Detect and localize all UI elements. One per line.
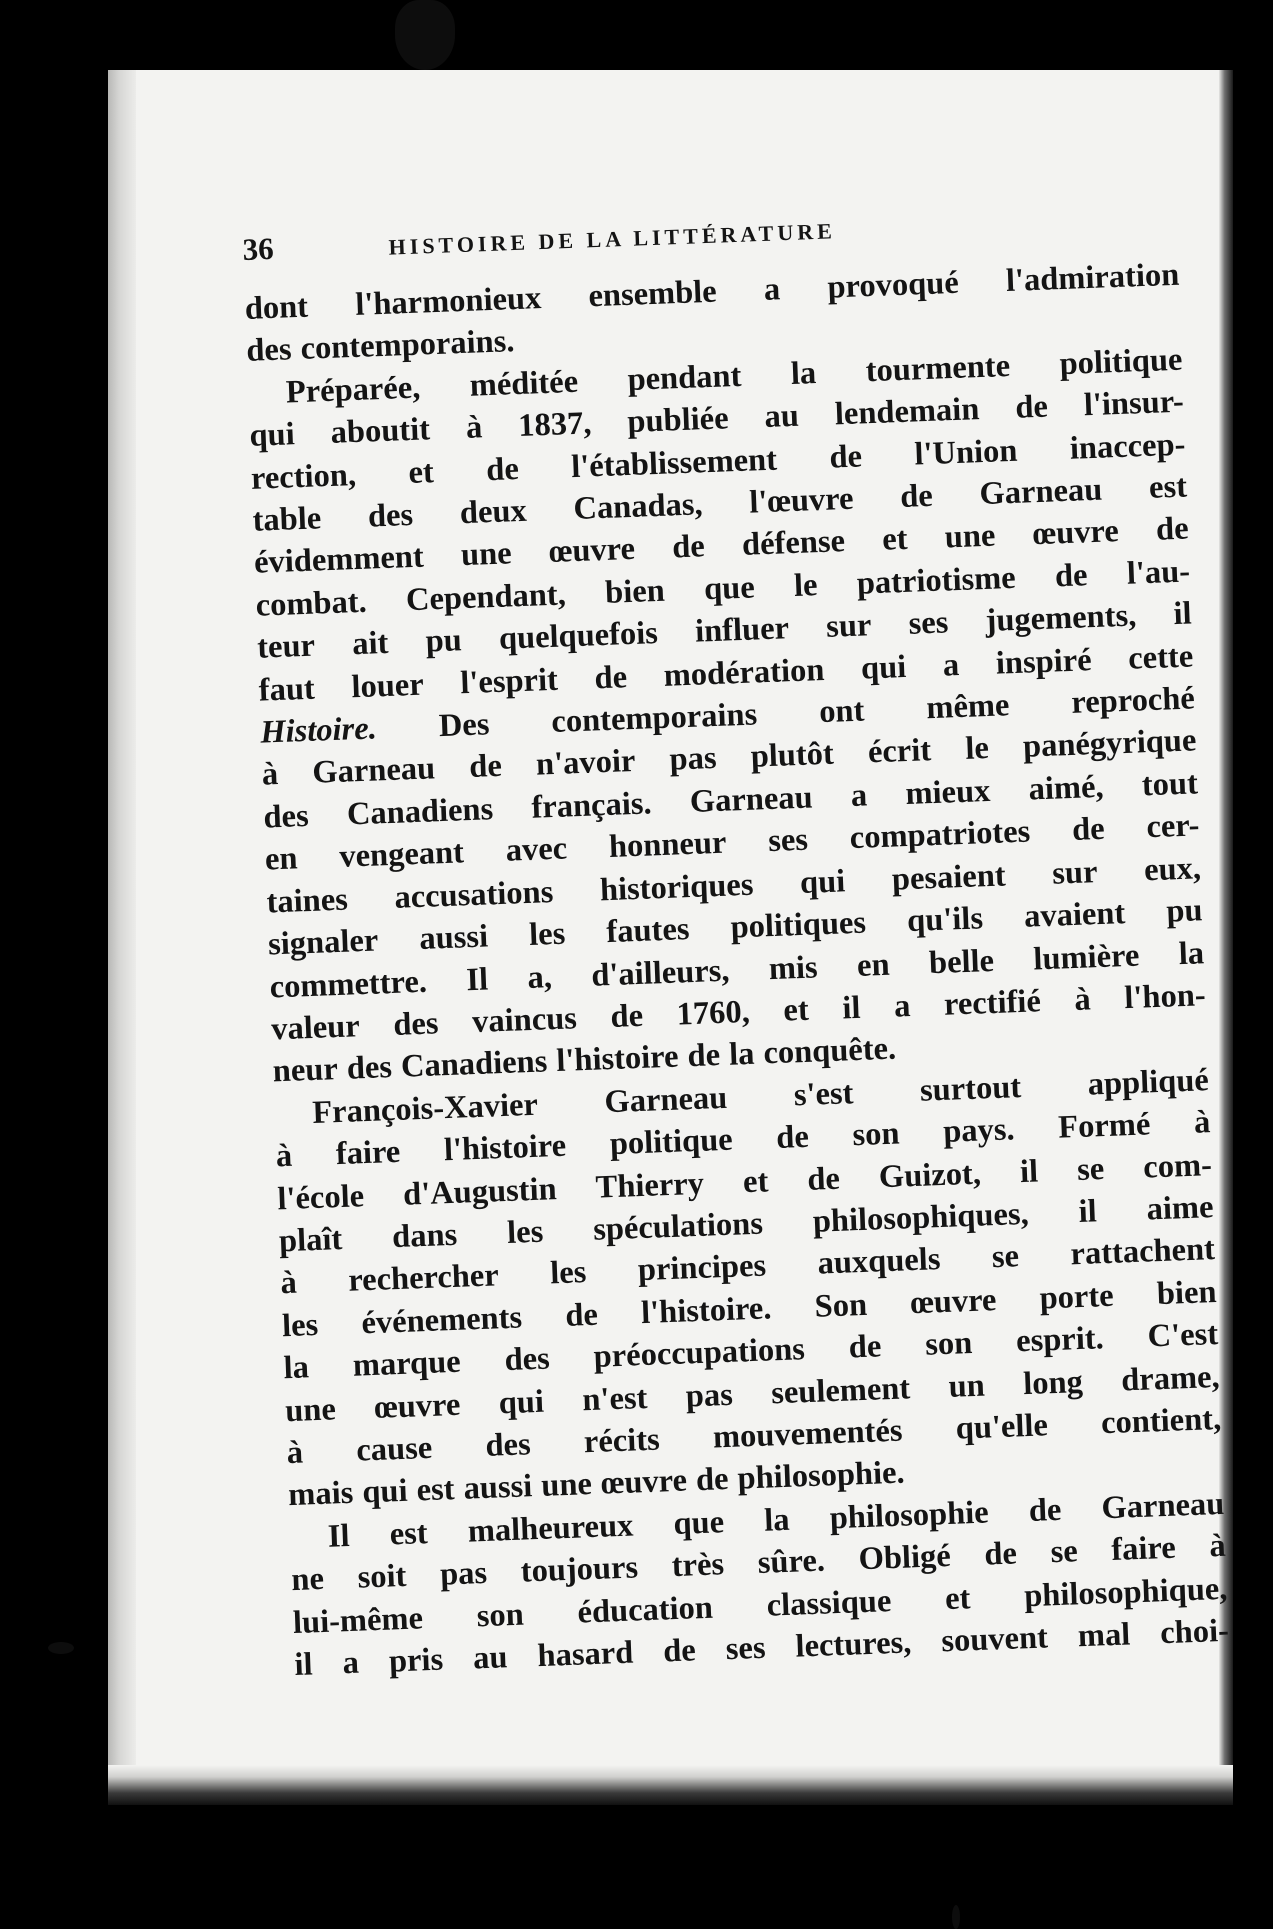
word: Garneau: [311, 750, 436, 792]
word: est: [389, 1514, 429, 1553]
word: l'harmonieux: [354, 280, 542, 323]
word: d'ailleurs,: [590, 952, 731, 994]
word: et: [782, 991, 810, 1029]
word: de: [609, 997, 644, 1035]
ink-speck: [48, 1642, 74, 1654]
word: qui: [860, 648, 907, 687]
word: bien: [1156, 1273, 1218, 1312]
word: de: [564, 1296, 599, 1334]
word: soit: [356, 1558, 408, 1596]
word: lumière: [1032, 937, 1140, 977]
word: contemporains: [550, 696, 758, 741]
word: spéculations: [592, 1205, 764, 1248]
page-number: 36: [242, 230, 275, 267]
word: souvent: [940, 1619, 1049, 1660]
word: est: [415, 1471, 456, 1509]
word: que: [672, 1503, 725, 1542]
word: Canadas,: [572, 486, 704, 528]
word: œuvre: [909, 1281, 997, 1321]
word: au: [472, 1639, 509, 1677]
word: pays.: [942, 1111, 1016, 1151]
word: aime: [1145, 1189, 1215, 1228]
word: des: [346, 1049, 393, 1088]
word: Canadiens: [346, 791, 494, 833]
word: est: [1148, 468, 1188, 506]
ink-speck: [395, 0, 455, 70]
word: l'histoire: [443, 1127, 567, 1169]
word: ont: [818, 692, 865, 731]
word: ses: [767, 821, 809, 860]
word: un: [947, 1367, 986, 1405]
word: reproché: [1070, 680, 1196, 721]
word: l'admiration: [1005, 256, 1180, 300]
word: à: [261, 756, 279, 794]
word: teur: [256, 627, 316, 666]
word: fautes: [605, 911, 691, 951]
word: C'est: [1147, 1316, 1219, 1355]
word: commettre.: [269, 963, 428, 1005]
word: louer: [350, 666, 425, 705]
word: drame,: [1120, 1358, 1221, 1399]
word: l'histoire.: [640, 1290, 773, 1331]
word: bien: [604, 572, 666, 611]
word: l'insur-: [1083, 383, 1185, 424]
word: classique: [766, 1582, 892, 1624]
word: Histoire.: [259, 710, 378, 751]
word: le: [964, 730, 990, 768]
word: esprit.: [1015, 1320, 1105, 1360]
word: Obligé: [857, 1538, 952, 1578]
word: politiques: [729, 904, 867, 946]
page-bottom-edge: [108, 1765, 1233, 1805]
word: il: [1172, 595, 1193, 633]
word: il: [841, 989, 862, 1027]
word: cer-: [1145, 807, 1200, 846]
word: méditée: [469, 363, 579, 404]
word: philosophiques,: [812, 1195, 1030, 1240]
word: de: [1014, 388, 1049, 426]
word: a,: [526, 958, 553, 996]
word: il: [1077, 1193, 1098, 1230]
word: quelquefois: [498, 615, 659, 658]
word: à: [286, 1434, 304, 1472]
word: l'histoire: [555, 1038, 680, 1080]
word: les: [549, 1254, 587, 1292]
word: faut: [258, 670, 316, 709]
word: Thierry: [595, 1165, 705, 1206]
word: l'école: [276, 1177, 365, 1217]
word: plaît: [278, 1220, 343, 1260]
word: de: [828, 438, 863, 476]
word: de: [1155, 510, 1190, 549]
word: aimé,: [1027, 768, 1105, 808]
word: de: [662, 1632, 697, 1670]
word: Garneau: [978, 471, 1103, 513]
word: de: [686, 1037, 721, 1075]
word: François-Xavier: [311, 1086, 539, 1131]
word: de: [848, 1328, 882, 1366]
word: taines: [265, 881, 349, 921]
word: son: [924, 1325, 973, 1363]
word: aussi: [462, 1468, 533, 1508]
word: inspiré: [995, 641, 1093, 682]
word: la: [763, 1501, 791, 1539]
word: a: [763, 271, 781, 308]
word: pris: [388, 1641, 444, 1680]
word: publiée: [626, 400, 730, 441]
word: mal: [1077, 1616, 1131, 1655]
word: pas: [668, 740, 718, 779]
word: le: [793, 567, 819, 604]
word: la: [728, 1036, 756, 1074]
word: ses: [907, 604, 949, 643]
word: écrit: [867, 732, 932, 771]
word: ne: [290, 1561, 325, 1599]
word: qui: [799, 863, 846, 901]
word: l'œuvre: [748, 480, 855, 521]
ink-speck: [952, 1905, 960, 1929]
word: se: [1049, 1533, 1079, 1571]
word: jugements,: [984, 597, 1137, 640]
word: Il: [465, 960, 489, 998]
word: table: [251, 500, 322, 539]
word: panégyrique: [1022, 722, 1197, 766]
word: historiques: [599, 866, 755, 909]
word: les: [506, 1213, 544, 1251]
word: honneur: [608, 824, 727, 866]
word: évidemment: [253, 539, 425, 582]
word: Guizot,: [878, 1155, 982, 1195]
word: en: [264, 840, 299, 878]
word: modération: [663, 651, 825, 694]
word: l'au-: [1126, 553, 1191, 592]
word: œuvre: [1032, 513, 1120, 553]
word: mis: [768, 948, 819, 987]
word: se: [991, 1238, 1020, 1276]
word: pas: [685, 1376, 734, 1415]
word: une: [540, 1466, 593, 1505]
word: événements: [360, 1299, 523, 1342]
word: accusations: [393, 873, 554, 916]
word: au: [763, 397, 800, 436]
word: de: [695, 1461, 730, 1499]
word: a: [942, 646, 960, 684]
word: seulement: [770, 1369, 911, 1411]
word: vengeant: [338, 834, 465, 876]
word: Cependant,: [405, 576, 567, 619]
word: ensemble: [587, 273, 718, 315]
word: l'établissement: [570, 441, 778, 485]
word: à: [1073, 981, 1092, 1018]
word: philosophique,: [1023, 1570, 1228, 1614]
word: philosophie.: [736, 1454, 906, 1498]
word: Son: [813, 1286, 868, 1325]
word: œuvre: [548, 531, 636, 571]
word: signaler: [267, 922, 379, 963]
word: sûre.: [757, 1542, 826, 1582]
word: lendemain: [834, 391, 980, 433]
word: philosophie: [829, 1494, 990, 1537]
word: les: [281, 1306, 319, 1345]
word: belle: [928, 942, 995, 981]
word: com-: [1142, 1146, 1213, 1186]
word: Garneau: [689, 779, 814, 820]
word: à: [279, 1265, 298, 1302]
word: hasard: [536, 1634, 634, 1675]
word: Canadiens: [400, 1043, 548, 1086]
word: contient,: [1100, 1400, 1222, 1442]
word: de: [468, 748, 503, 786]
word: la: [1178, 934, 1205, 972]
word: lui-même: [292, 1599, 424, 1641]
word: pas: [439, 1555, 488, 1593]
word: a: [341, 1644, 360, 1682]
word: récits: [583, 1421, 661, 1461]
word: Préparée,: [285, 369, 421, 411]
page-gutter-shadow: [108, 70, 136, 1805]
word: de: [983, 1535, 1018, 1573]
word: long: [1022, 1363, 1084, 1402]
word: l'Union: [913, 432, 1019, 473]
word: français.: [530, 785, 653, 826]
word: rectifié: [943, 983, 1042, 1023]
word: l'esprit: [459, 661, 559, 701]
word: et: [742, 1162, 769, 1200]
word: pesaient: [891, 857, 1007, 898]
word: combat.: [255, 583, 368, 624]
word: des: [262, 797, 310, 836]
word: Formé: [1057, 1106, 1151, 1146]
word: l'hon-: [1123, 977, 1207, 1017]
word: politique: [609, 1121, 734, 1163]
word: et: [944, 1579, 971, 1617]
word: pu: [424, 622, 463, 660]
word: que: [703, 569, 756, 608]
word: ses: [725, 1629, 767, 1668]
word: même: [925, 687, 1011, 727]
word: rection,: [250, 456, 357, 497]
word: tourmente: [865, 347, 1011, 390]
word: 1837,: [517, 405, 593, 445]
word: cause: [355, 1429, 433, 1469]
word: n'avoir: [535, 743, 636, 784]
word: faire: [1110, 1529, 1177, 1569]
word: qui: [498, 1383, 545, 1421]
word: auxquels: [816, 1241, 942, 1282]
word: à: [1193, 1104, 1211, 1141]
word: de: [671, 528, 706, 566]
word: des: [392, 1005, 440, 1043]
word: porte: [1038, 1277, 1115, 1317]
body-text: [244, 254, 1230, 1687]
word: eux,: [1143, 849, 1202, 889]
word: a: [893, 987, 911, 1025]
word: vaincus: [471, 1000, 578, 1040]
word: dans: [391, 1216, 458, 1256]
word: éducation: [576, 1589, 714, 1631]
word: des: [484, 1426, 532, 1464]
word: avaient: [1023, 895, 1126, 935]
word: pendant: [626, 357, 742, 398]
word: qui: [361, 1473, 409, 1511]
word: œuvre: [373, 1386, 461, 1426]
word: lectures,: [794, 1624, 912, 1665]
word: de: [806, 1160, 841, 1198]
word: de: [593, 658, 628, 697]
word: à: [465, 409, 483, 447]
word: aboutit: [330, 411, 431, 452]
word: à: [1208, 1528, 1227, 1565]
word: il: [1019, 1153, 1039, 1190]
word: deux: [459, 492, 528, 532]
word: de: [1028, 1491, 1062, 1529]
word: Garneau: [603, 1079, 728, 1121]
word: dont: [244, 288, 309, 327]
word: les: [528, 915, 566, 954]
word: la: [283, 1349, 310, 1387]
word: des: [503, 1340, 551, 1379]
word: et: [407, 453, 435, 491]
word: marque: [352, 1343, 462, 1384]
word: à: [275, 1137, 293, 1175]
word: très: [671, 1546, 725, 1585]
word: tout: [1141, 765, 1199, 804]
word: choi-: [1159, 1612, 1230, 1652]
word: faire: [335, 1133, 401, 1173]
word: il: [293, 1646, 314, 1684]
word: en: [856, 946, 891, 984]
word: patriotisme: [856, 559, 1017, 602]
word: influer: [694, 610, 790, 650]
word: politique: [1058, 341, 1183, 382]
word: œuvre: [600, 1462, 688, 1503]
word: de: [1054, 557, 1089, 595]
word: Des: [438, 706, 491, 745]
word: toujours: [520, 1549, 639, 1590]
word: de: [485, 450, 520, 488]
word: sur: [825, 607, 872, 646]
word: 1760,: [676, 993, 751, 1033]
word: inaccep-: [1069, 426, 1187, 467]
word: son: [476, 1596, 525, 1634]
word: mieux: [904, 772, 991, 812]
word: valeur: [270, 1008, 361, 1048]
word: mouvementés: [712, 1412, 904, 1456]
word: rechercher: [347, 1257, 500, 1300]
word: des: [367, 496, 414, 535]
word: se: [1076, 1150, 1105, 1188]
word: a: [850, 777, 868, 814]
word: ait: [351, 625, 389, 663]
word: contemporains.: [299, 323, 516, 368]
word: appliqué: [1087, 1061, 1210, 1103]
word: une: [284, 1390, 337, 1429]
word: de: [1071, 811, 1106, 849]
word: préoccupations: [593, 1331, 806, 1376]
word: qu'elle: [955, 1407, 1049, 1447]
word: une: [460, 535, 513, 574]
word: de: [775, 1118, 810, 1157]
word: conquête.: [762, 1030, 897, 1072]
word: principes: [637, 1247, 767, 1289]
word: sur: [1051, 853, 1099, 892]
word: rattachent: [1069, 1231, 1216, 1273]
word: d'Augustin: [402, 1170, 558, 1213]
word: cette: [1127, 638, 1194, 677]
word: Il: [327, 1517, 351, 1555]
word: son: [851, 1115, 901, 1154]
word: s'est: [793, 1074, 855, 1114]
word: de: [899, 477, 934, 516]
word: qui: [248, 416, 296, 455]
word: mais: [287, 1475, 354, 1514]
word: malheureux: [467, 1507, 634, 1550]
word: compatriotes: [849, 813, 1031, 857]
word: Garneau: [1100, 1485, 1225, 1527]
word: aussi: [418, 918, 489, 958]
word: la: [790, 354, 817, 392]
word: n'est: [581, 1379, 648, 1418]
word: défense: [741, 523, 846, 564]
word: avec: [505, 830, 568, 870]
word: plutôt: [750, 736, 835, 776]
word: une: [944, 518, 997, 556]
word: neur: [272, 1051, 339, 1090]
word: surtout: [919, 1068, 1022, 1109]
word: pu: [1165, 892, 1204, 930]
page-text: [242, 198, 1230, 1687]
word: provoqué: [826, 264, 960, 306]
word: des: [245, 331, 293, 370]
word: qu'ils: [906, 900, 984, 940]
running-title: HISTOIRE DE LA LITTÉRATURE: [388, 218, 837, 260]
word: et: [881, 521, 909, 559]
